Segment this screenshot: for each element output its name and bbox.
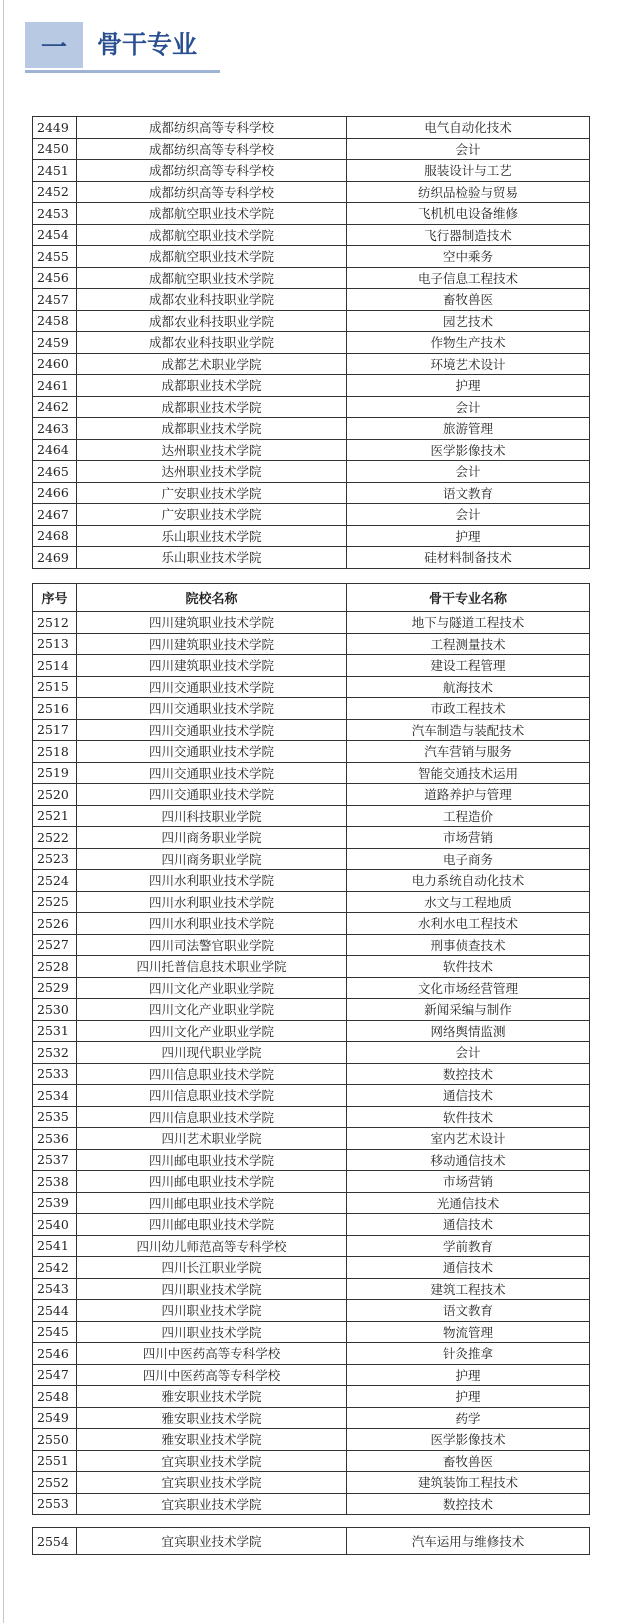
- cell-major-name: 语文教育: [347, 1300, 590, 1322]
- cell-school-name: 达州职业技术学院: [77, 439, 347, 461]
- cell-index: 2456: [33, 267, 77, 289]
- cell-index: 2549: [33, 1407, 77, 1429]
- table-row: [33, 741, 590, 763]
- cell-index: 2523: [33, 848, 77, 870]
- cell-school-name: 四川信息职业技术学院: [77, 1106, 347, 1128]
- cell-school-name: 四川交通职业技术学院: [77, 676, 347, 698]
- cell-school-name: 四川职业技术学院: [77, 1300, 347, 1322]
- cell-major-name: 医学影像技术: [347, 439, 590, 461]
- header-school-name: 院校名称: [77, 584, 347, 612]
- cell-school-name: 四川建筑职业技术学院: [77, 612, 347, 634]
- cell-index: 2540: [33, 1214, 77, 1236]
- cell-major-name: 空中乘务: [347, 246, 590, 268]
- table-row: [33, 246, 590, 268]
- majors-table-1: [32, 116, 590, 569]
- cell-index: 2534: [33, 1085, 77, 1107]
- table-row: [33, 1128, 590, 1150]
- cell-index: 2545: [33, 1321, 77, 1343]
- cell-index: 2518: [33, 741, 77, 763]
- table-row: [33, 525, 590, 547]
- cell-school-name: 四川建筑职业技术学院: [77, 655, 347, 677]
- table-row: [33, 1321, 590, 1343]
- cell-major-name: 电气自动化技术: [347, 117, 590, 139]
- cell-school-name: 四川幼儿师范高等专科学校: [77, 1235, 347, 1257]
- cell-index: 2547: [33, 1364, 77, 1386]
- cell-major-name: 作物生产技术: [347, 332, 590, 354]
- cell-index: 2512: [33, 612, 77, 634]
- cell-school-name: 四川邮电职业技术学院: [77, 1149, 347, 1171]
- cell-school-name: 四川信息职业技术学院: [77, 1085, 347, 1107]
- cell-major-name: 通信技术: [347, 1257, 590, 1279]
- table-row: [33, 418, 590, 440]
- table-row: [33, 1214, 590, 1236]
- cell-major-name: 针灸推拿: [347, 1343, 590, 1365]
- header-major-name: 骨干专业名称: [347, 584, 590, 612]
- cell-major-name: 市政工程技术: [347, 698, 590, 720]
- cell-index: 2458: [33, 310, 77, 332]
- cell-major-name: 水利水电工程技术: [347, 913, 590, 935]
- table-row: [33, 289, 590, 311]
- cell-school-name: 四川交通职业技术学院: [77, 784, 347, 806]
- cell-school-name: 成都航空职业技术学院: [77, 203, 347, 225]
- cell-school-name: 四川信息职业技术学院: [77, 1063, 347, 1085]
- cell-school-name: 成都农业科技职业学院: [77, 310, 347, 332]
- cell-index: 2542: [33, 1257, 77, 1279]
- cell-index: 2455: [33, 246, 77, 268]
- cell-major-name: 通信技术: [347, 1085, 590, 1107]
- cell-index: 2526: [33, 913, 77, 935]
- cell-index: 2450: [33, 138, 77, 160]
- cell-school-name: 成都农业科技职业学院: [77, 289, 347, 311]
- cell-index: 2452: [33, 181, 77, 203]
- cell-school-name: 四川职业技术学院: [77, 1278, 347, 1300]
- table-row: [33, 1386, 590, 1408]
- cell-index: 2548: [33, 1386, 77, 1408]
- cell-major-name: 汽车制造与装配技术: [347, 719, 590, 741]
- cell-index: 2539: [33, 1192, 77, 1214]
- table-row: [33, 1364, 590, 1386]
- table-row: [33, 267, 590, 289]
- cell-school-name: 四川科技职业学院: [77, 805, 347, 827]
- cell-major-name: 护理: [347, 525, 590, 547]
- cell-index: 2546: [33, 1343, 77, 1365]
- cell-index: 2536: [33, 1128, 77, 1150]
- cell-major-name: 通信技术: [347, 1214, 590, 1236]
- cell-major-name: 建筑工程技术: [347, 1278, 590, 1300]
- section-title: 骨干专业: [97, 30, 198, 59]
- cell-major-name: 电子商务: [347, 848, 590, 870]
- table-row: [33, 439, 590, 461]
- cell-major-name: 会计: [347, 138, 590, 160]
- cell-index: 2528: [33, 956, 77, 978]
- cell-index: 2532: [33, 1042, 77, 1064]
- cell-index: 2515: [33, 676, 77, 698]
- cell-index: 2468: [33, 525, 77, 547]
- cell-major-name: 语文教育: [347, 482, 590, 504]
- cell-index: 2522: [33, 827, 77, 849]
- cell-school-name: 四川邮电职业技术学院: [77, 1171, 347, 1193]
- cell-index: 2527: [33, 934, 77, 956]
- cell-school-name: 四川邮电职业技术学院: [77, 1192, 347, 1214]
- cell-school-name: 四川文化产业职业学院: [77, 1020, 347, 1042]
- table-row: [33, 461, 590, 483]
- cell-school-name: 宜宾职业技术学院: [77, 1493, 347, 1515]
- cell-major-name: 道路养护与管理: [347, 784, 590, 806]
- cell-school-name: 成都航空职业技术学院: [77, 224, 347, 246]
- table-row: [33, 1493, 590, 1515]
- cell-school-name: 四川长江职业学院: [77, 1257, 347, 1279]
- cell-index: 2465: [33, 461, 77, 483]
- table-row: [33, 827, 590, 849]
- cell-index: 2462: [33, 396, 77, 418]
- table-row: [33, 956, 590, 978]
- table-row: [33, 633, 590, 655]
- cell-index: 2464: [33, 439, 77, 461]
- cell-school-name: 达州职业技术学院: [77, 461, 347, 483]
- table-row: [33, 375, 590, 397]
- table-row: [33, 1429, 590, 1451]
- table-row: [33, 504, 590, 526]
- table-row: [33, 655, 590, 677]
- cell-index: 2551: [33, 1450, 77, 1472]
- cell-school-name: 四川交通职业技术学院: [77, 762, 347, 784]
- cell-major-name: 护理: [347, 1386, 590, 1408]
- cell-major-name: 护理: [347, 375, 590, 397]
- cell-major-name: 园艺技术: [347, 310, 590, 332]
- cell-school-name: 雅安职业技术学院: [77, 1429, 347, 1451]
- table-row: [33, 977, 590, 999]
- cell-index: 2463: [33, 418, 77, 440]
- table-row: [33, 353, 590, 375]
- cell-major-name: 畜牧兽医: [347, 1450, 590, 1472]
- cell-school-name: 成都职业技术学院: [77, 418, 347, 440]
- header-underline: [25, 70, 220, 73]
- table-row: [33, 913, 590, 935]
- cell-major-name: 数控技术: [347, 1063, 590, 1085]
- cell-school-name: 四川交通职业技术学院: [77, 698, 347, 720]
- cell-school-name: 成都职业技术学院: [77, 396, 347, 418]
- cell-major-name: 移动通信技术: [347, 1149, 590, 1171]
- cell-index: 2521: [33, 805, 77, 827]
- cell-major-name: 会计: [347, 1042, 590, 1064]
- cell-major-name: 纺织品检验与贸易: [347, 181, 590, 203]
- cell-major-name: 市场营销: [347, 1171, 590, 1193]
- cell-index: 2466: [33, 482, 77, 504]
- cell-major-name: 航海技术: [347, 676, 590, 698]
- cell-index: 2453: [33, 203, 77, 225]
- cell-school-name: 成都农业科技职业学院: [77, 332, 347, 354]
- table-row: [33, 698, 590, 720]
- cell-index: 2538: [33, 1171, 77, 1193]
- cell-index: 2519: [33, 762, 77, 784]
- cell-school-name: 乐山职业技术学院: [77, 547, 347, 569]
- cell-school-name: 四川文化产业职业学院: [77, 977, 347, 999]
- cell-school-name: 成都航空职业技术学院: [77, 246, 347, 268]
- cell-index: 2530: [33, 999, 77, 1021]
- cell-major-name: 建设工程管理: [347, 655, 590, 677]
- cell-school-name: 四川水利职业技术学院: [77, 891, 347, 913]
- table-row: [33, 934, 590, 956]
- cell-major-name: 医学影像技术: [347, 1429, 590, 1451]
- table-row: [33, 1528, 590, 1555]
- cell-index: 2524: [33, 870, 77, 892]
- cell-index: 2517: [33, 719, 77, 741]
- cell-index: 2552: [33, 1472, 77, 1494]
- table-row: [33, 396, 590, 418]
- table-row: [33, 805, 590, 827]
- cell-school-name: 四川交通职业技术学院: [77, 719, 347, 741]
- table-row: [33, 848, 590, 870]
- cell-school-name: 广安职业技术学院: [77, 504, 347, 526]
- cell-school-name: 成都纺织高等专科学校: [77, 181, 347, 203]
- cell-major-name: 飞机机电设备维修: [347, 203, 590, 225]
- cell-major-name: 会计: [347, 396, 590, 418]
- cell-school-name: 成都纺织高等专科学校: [77, 138, 347, 160]
- cell-index: 2460: [33, 353, 77, 375]
- cell-index: 2451: [33, 160, 77, 182]
- cell-index: 2550: [33, 1429, 77, 1451]
- table-row: [33, 1278, 590, 1300]
- cell-school-name: 雅安职业技术学院: [77, 1407, 347, 1429]
- cell-index: 2467: [33, 504, 77, 526]
- cell-major-name: 软件技术: [347, 1106, 590, 1128]
- cell-school-name: 成都纺织高等专科学校: [77, 117, 347, 139]
- cell-index: 2531: [33, 1020, 77, 1042]
- cell-major-name: 护理: [347, 1364, 590, 1386]
- cell-major-name: 新闻采编与制作: [347, 999, 590, 1021]
- table-row: [33, 612, 590, 634]
- table-row: [33, 1235, 590, 1257]
- table-row: [33, 1192, 590, 1214]
- table-row: [33, 482, 590, 504]
- cell-school-name: 四川中医药高等专科学校: [77, 1364, 347, 1386]
- cell-school-name: 宜宾职业技术学院: [77, 1472, 347, 1494]
- table-row: [33, 203, 590, 225]
- cell-school-name: 四川水利职业技术学院: [77, 870, 347, 892]
- table-row: [33, 332, 590, 354]
- table-row: [33, 1106, 590, 1128]
- cell-major-name: 文化市场经营管理: [347, 977, 590, 999]
- table-row: [33, 181, 590, 203]
- table-row: [33, 1020, 590, 1042]
- table-row: [33, 1149, 590, 1171]
- cell-major-name: 旅游管理: [347, 418, 590, 440]
- table-row: [33, 1300, 590, 1322]
- cell-school-name: 宜宾职业技术学院: [77, 1450, 347, 1472]
- cell-index: 2461: [33, 375, 77, 397]
- cell-major-name: 汽车营销与服务: [347, 741, 590, 763]
- cell-major-name: 会计: [347, 504, 590, 526]
- table-row: [33, 762, 590, 784]
- cell-school-name: 四川邮电职业技术学院: [77, 1214, 347, 1236]
- table-row: [33, 1085, 590, 1107]
- majors-table-3: [32, 1527, 590, 1555]
- table-row: [33, 1407, 590, 1429]
- table-row: [33, 1063, 590, 1085]
- cell-school-name: 四川中医药高等专科学校: [77, 1343, 347, 1365]
- cell-school-name: 宜宾职业技术学院: [77, 1528, 347, 1555]
- cell-major-name: 汽车运用与维修技术: [347, 1528, 590, 1555]
- cell-school-name: 成都艺术职业学院: [77, 353, 347, 375]
- cell-school-name: 四川艺术职业学院: [77, 1128, 347, 1150]
- cell-index: 2554: [33, 1528, 77, 1555]
- header-index: 序号: [33, 584, 77, 612]
- cell-school-name: 成都职业技术学院: [77, 375, 347, 397]
- cell-school-name: 乐山职业技术学院: [77, 525, 347, 547]
- cell-index: 2513: [33, 633, 77, 655]
- cell-index: 2541: [33, 1235, 77, 1257]
- cell-major-name: 软件技术: [347, 956, 590, 978]
- cell-major-name: 物流管理: [347, 1321, 590, 1343]
- cell-major-name: 光通信技术: [347, 1192, 590, 1214]
- cell-major-name: 硅材料制备技术: [347, 547, 590, 569]
- cell-major-name: 会计: [347, 461, 590, 483]
- table-row: [33, 547, 590, 569]
- table-row: [33, 1042, 590, 1064]
- cell-index: 2516: [33, 698, 77, 720]
- cell-major-name: 刑事侦查技术: [347, 934, 590, 956]
- cell-school-name: 四川商务职业学院: [77, 827, 347, 849]
- cell-index: 2543: [33, 1278, 77, 1300]
- cell-index: 2553: [33, 1493, 77, 1515]
- table-row: [33, 1472, 590, 1494]
- cell-school-name: 四川建筑职业技术学院: [77, 633, 347, 655]
- cell-major-name: 数控技术: [347, 1493, 590, 1515]
- cell-major-name: 电力系统自动化技术: [347, 870, 590, 892]
- cell-index: 2535: [33, 1106, 77, 1128]
- cell-school-name: 雅安职业技术学院: [77, 1386, 347, 1408]
- cell-index: 2457: [33, 289, 77, 311]
- table-row: [33, 870, 590, 892]
- cell-school-name: 四川托普信息技术职业学院: [77, 956, 347, 978]
- cell-school-name: 四川商务职业学院: [77, 848, 347, 870]
- cell-school-name: 成都纺织高等专科学校: [77, 160, 347, 182]
- cell-major-name: 建筑装饰工程技术: [347, 1472, 590, 1494]
- cell-index: 2514: [33, 655, 77, 677]
- section-header: [25, 22, 220, 74]
- cell-index: 2459: [33, 332, 77, 354]
- cell-school-name: 四川文化产业职业学院: [77, 999, 347, 1021]
- table-row: [33, 676, 590, 698]
- cell-major-name: 飞行器制造技术: [347, 224, 590, 246]
- cell-major-name: 地下与隧道工程技术: [347, 612, 590, 634]
- cell-major-name: 网络舆情监测: [347, 1020, 590, 1042]
- table-row: [33, 310, 590, 332]
- table-row: [33, 891, 590, 913]
- cell-major-name: 环境艺术设计: [347, 353, 590, 375]
- cell-index: 2529: [33, 977, 77, 999]
- cell-index: 2449: [33, 117, 77, 139]
- table-row: [33, 138, 590, 160]
- cell-school-name: 广安职业技术学院: [77, 482, 347, 504]
- table-row: [33, 784, 590, 806]
- cell-school-name: 四川职业技术学院: [77, 1321, 347, 1343]
- table-row: [33, 160, 590, 182]
- cell-major-name: 工程造价: [347, 805, 590, 827]
- cell-school-name: 成都航空职业技术学院: [77, 267, 347, 289]
- table-header-row: [33, 584, 590, 612]
- cell-major-name: 水文与工程地质: [347, 891, 590, 913]
- cell-major-name: 市场营销: [347, 827, 590, 849]
- cell-index: 2520: [33, 784, 77, 806]
- cell-index: 2469: [33, 547, 77, 569]
- table-row: [33, 224, 590, 246]
- cell-index: 2525: [33, 891, 77, 913]
- cell-major-name: 智能交通技术运用: [347, 762, 590, 784]
- cell-major-name: 药学: [347, 1407, 590, 1429]
- cell-school-name: 四川交通职业技术学院: [77, 741, 347, 763]
- cell-index: 2454: [33, 224, 77, 246]
- table-row: [33, 999, 590, 1021]
- cell-school-name: 四川现代职业学院: [77, 1042, 347, 1064]
- cell-major-name: 室内艺术设计: [347, 1128, 590, 1150]
- table-row: [33, 1450, 590, 1472]
- table-row: [33, 1171, 590, 1193]
- page-edge-rule: [3, 0, 4, 1623]
- cell-index: 2533: [33, 1063, 77, 1085]
- cell-index: 2537: [33, 1149, 77, 1171]
- cell-index: 2544: [33, 1300, 77, 1322]
- table-row: [33, 117, 590, 139]
- cell-school-name: 四川司法警官职业学院: [77, 934, 347, 956]
- cell-major-name: 工程测量技术: [347, 633, 590, 655]
- table-row: [33, 1257, 590, 1279]
- majors-table-2: [32, 583, 590, 1515]
- cell-school-name: 四川水利职业技术学院: [77, 913, 347, 935]
- section-number: 一: [25, 22, 83, 68]
- table-row: [33, 719, 590, 741]
- cell-major-name: 畜牧兽医: [347, 289, 590, 311]
- cell-major-name: 服装设计与工艺: [347, 160, 590, 182]
- cell-major-name: 电子信息工程技术: [347, 267, 590, 289]
- table-row: [33, 1343, 590, 1365]
- cell-major-name: 学前教育: [347, 1235, 590, 1257]
